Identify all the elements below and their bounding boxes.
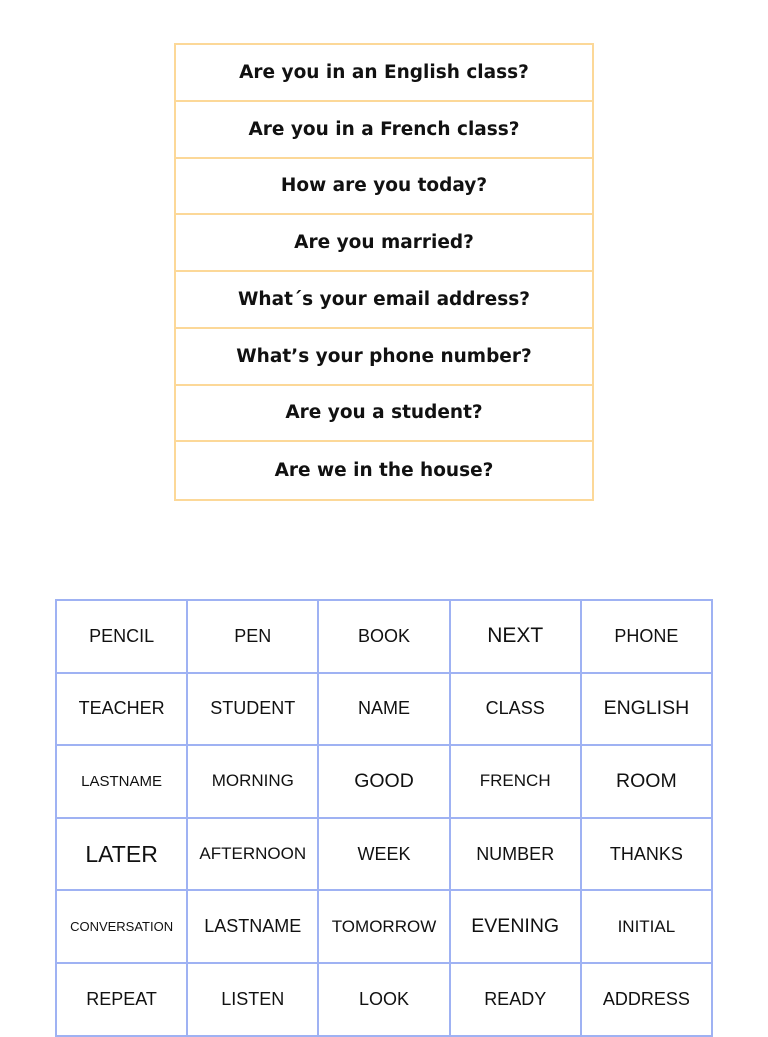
word-cell: LASTNAME [57, 746, 188, 819]
word-cell: LATER [57, 819, 188, 892]
question-row: Are we in the house? [274, 460, 494, 482]
word-cell: ENGLISH [582, 674, 713, 747]
word-cell: NAME [319, 674, 450, 747]
word-cell: INITIAL [582, 891, 713, 964]
question-row: What’s your phone number? [176, 329, 592, 386]
word-cell: STUDENT [188, 674, 319, 747]
word-cell: LOOK [319, 964, 450, 1037]
word-cell: THANKS [582, 819, 713, 892]
word-cell: GOOD [319, 746, 450, 819]
question-row: What´s your email address? [176, 272, 592, 329]
word-cell: TOMORROW [319, 891, 450, 964]
word-cell: PHONE [582, 601, 713, 674]
word-cell: TEACHER [57, 674, 188, 747]
word-cell: FRENCH [451, 746, 582, 819]
word-cell: CONVERSATION [57, 891, 188, 964]
word-cell: PEN [188, 601, 319, 674]
question-row: Are you in an English class? [176, 45, 592, 102]
question-row: Are you married? [176, 215, 592, 272]
word-cell: WEEK [319, 819, 450, 892]
question-row: Are you in a French class? [176, 102, 592, 159]
question-row: How are you today? [176, 159, 592, 216]
word-cell: LISTEN [188, 964, 319, 1037]
word-cell: EVENING [451, 891, 582, 964]
word-cell: CLASS [451, 674, 582, 747]
word-cell: PENCIL [57, 601, 188, 674]
word-cell: BOOK [319, 601, 450, 674]
question-row: Are you a student? [176, 386, 592, 443]
word-cell: READY [451, 964, 582, 1037]
word-cell: MORNING [188, 746, 319, 819]
word-cell: REPEAT [57, 964, 188, 1037]
word-cell: LASTNAME [188, 891, 319, 964]
word-cell: ROOM [582, 746, 713, 819]
word-cell: NUMBER [451, 819, 582, 892]
word-cell: NEXT [451, 601, 582, 674]
questions-table [174, 43, 594, 501]
bingo-word-grid [55, 599, 713, 1037]
word-cell: ADDRESS [582, 964, 713, 1037]
word-cell: AFTERNOON [188, 819, 319, 892]
